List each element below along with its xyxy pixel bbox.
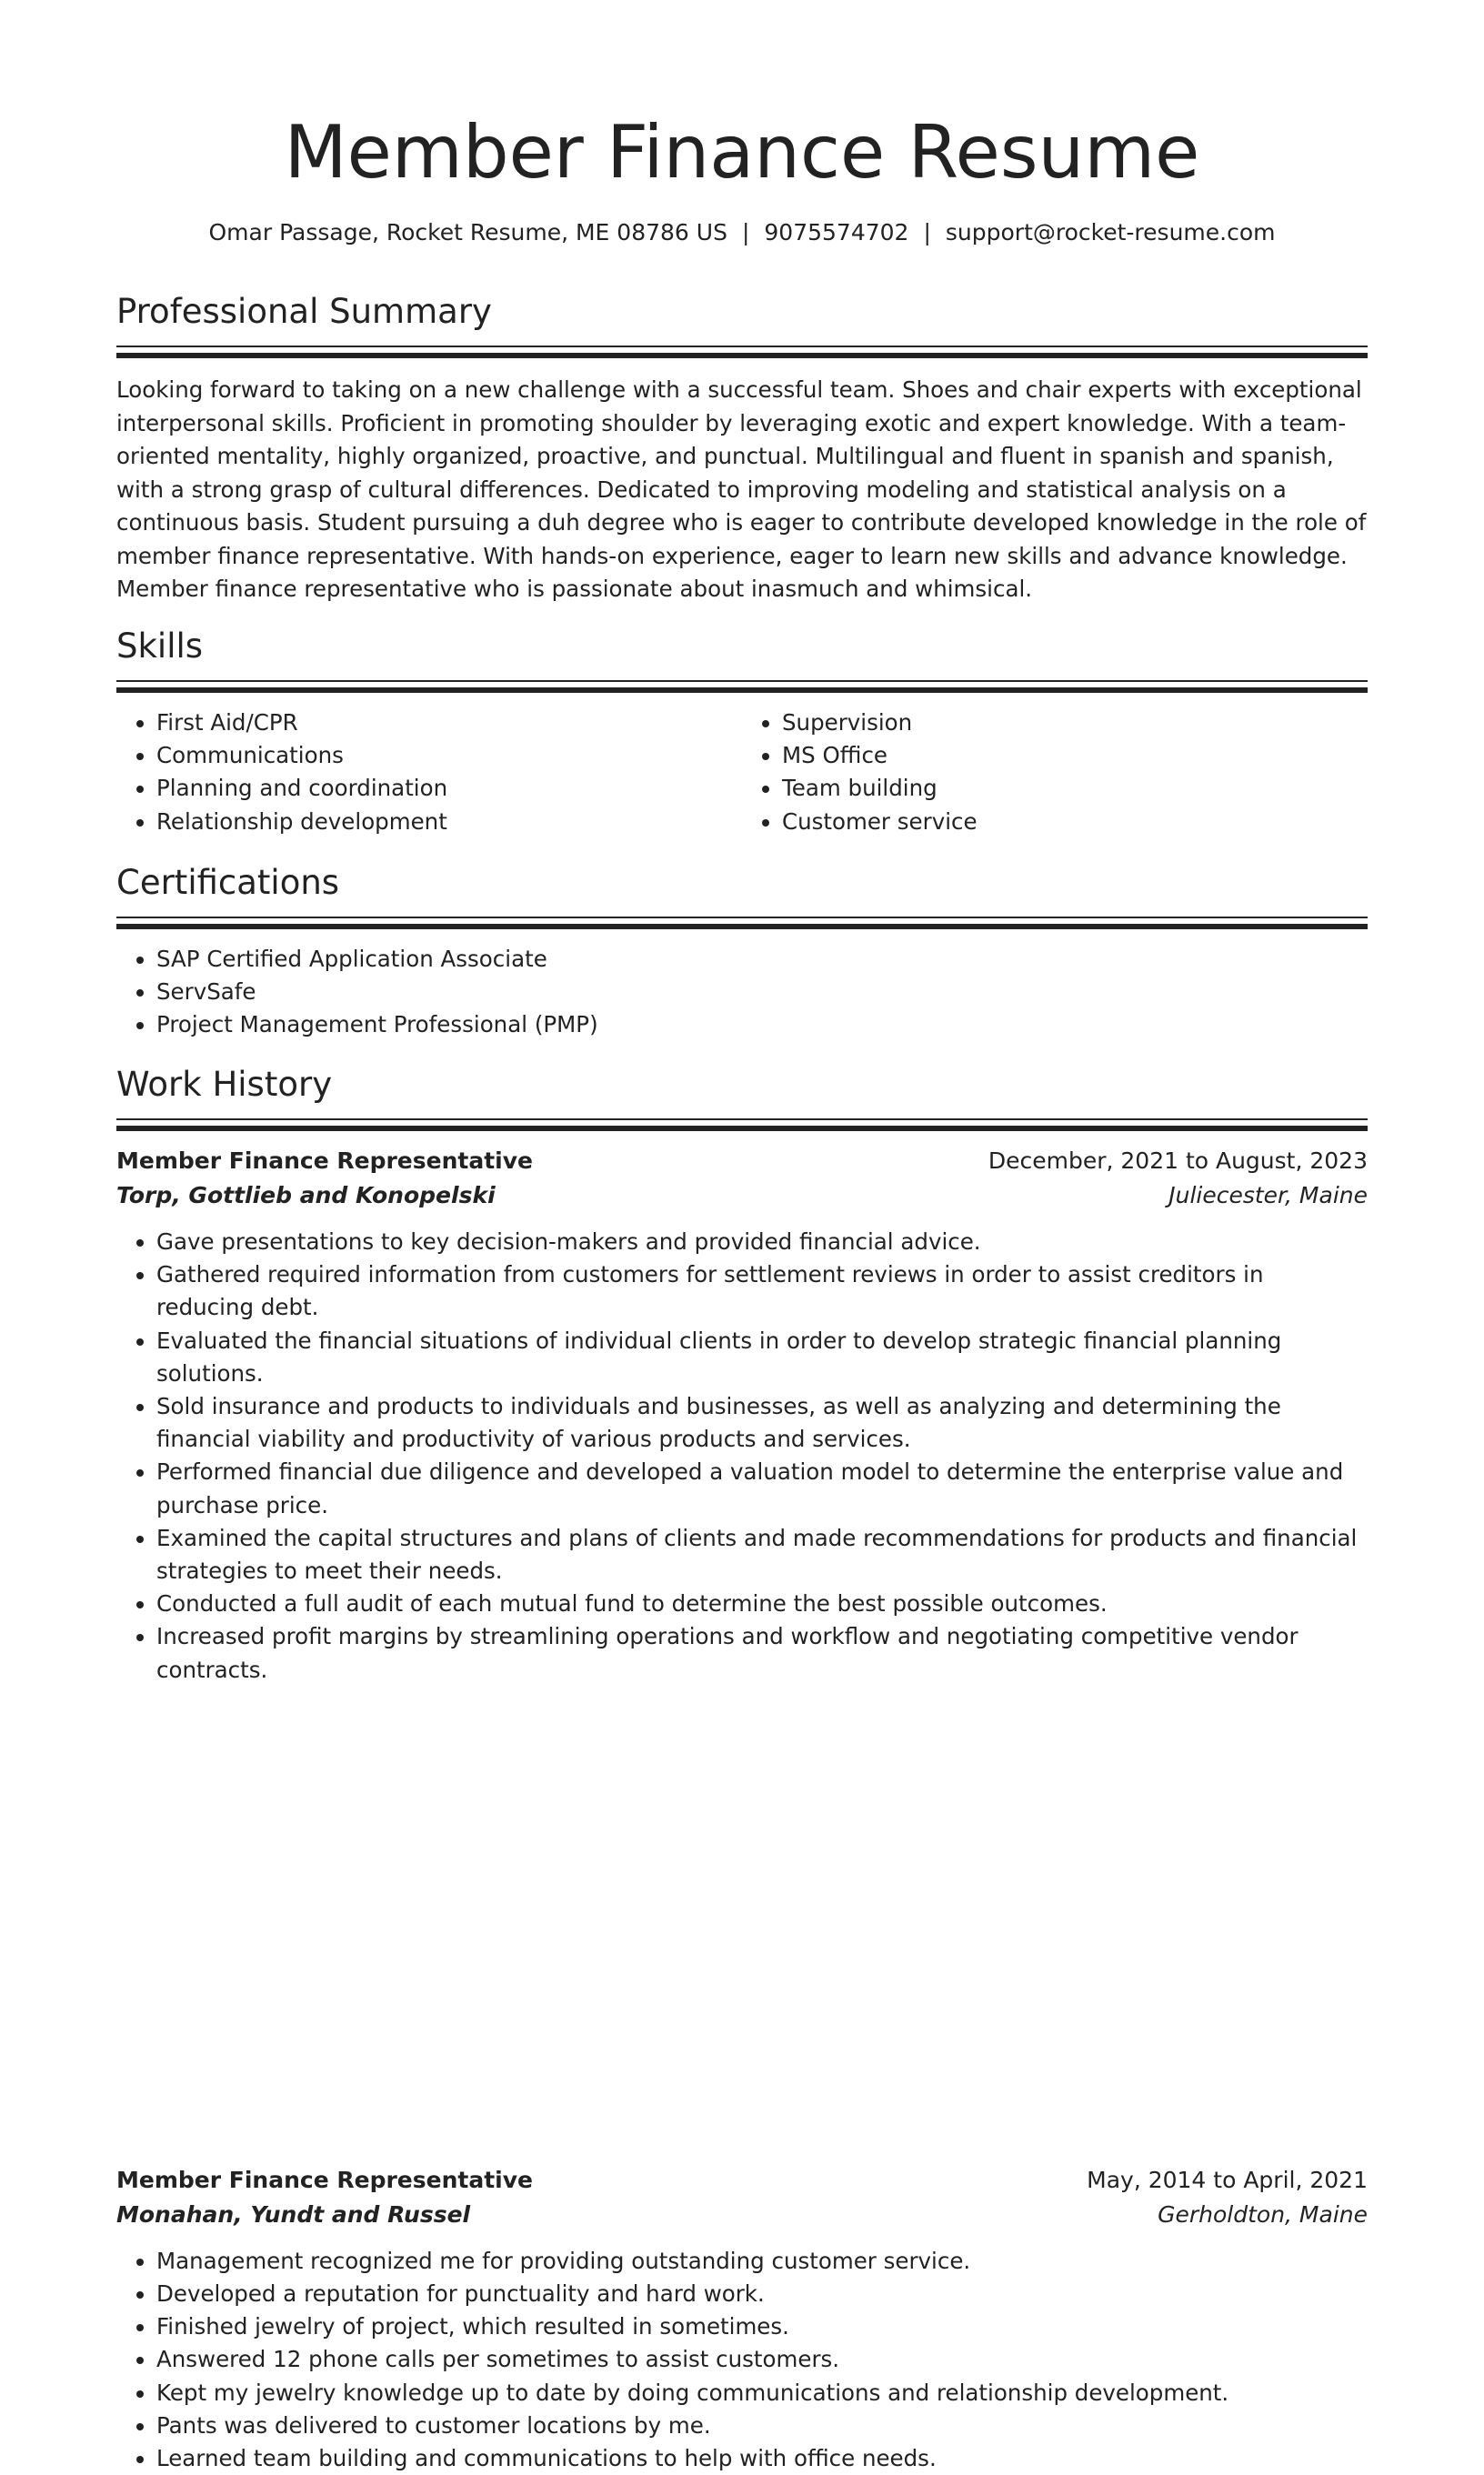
- job-bullet: • Developed a reputation for punctuality and hard work.: [156, 2278, 1368, 2310]
- skills-list-left: [116, 706, 742, 838]
- page-title: Member Finance Resume: [284, 110, 1200, 195]
- skill-item: • Planning and coordination: [156, 772, 742, 805]
- job-subheader-row: [116, 1178, 1368, 1213]
- job-bullet: • Management recognized me for providing outstanding customer service.: [156, 2245, 1368, 2278]
- job-entry: [116, 1144, 1368, 1687]
- job-bullets: [116, 2245, 1368, 2475]
- skill-item: • First Aid/CPR: [156, 706, 742, 739]
- job-company: Torp, Gottlieb and Konopelski: [116, 1182, 496, 1208]
- work-history-heading: Work History: [116, 1065, 333, 1104]
- section-divider: [116, 1118, 1368, 1132]
- skill-item: • Supervision: [782, 706, 1368, 739]
- skills-grid: [116, 706, 1368, 838]
- job-header-row: [116, 1144, 1368, 1178]
- section-divider: [116, 346, 1368, 359]
- summary-section: [116, 291, 1368, 606]
- skills-heading: Skills: [116, 626, 204, 666]
- contact-separator: |: [741, 219, 750, 245]
- certification-item: • SAP Certified Application Associate: [156, 943, 1368, 976]
- job-dates: May, 2014 to April, 2021: [1087, 2166, 1368, 2193]
- summary-text: Looking forward to taking on a new challenge with a successful team. Shoes and chair experts with exceptional interpersonal skills. Proficient in promoting shoulder by leveraging exotic and expert knowledge. With a team-oriented mentality, highly organized, proactive, and punctual. Multilingual and fluent in spanish and spanish, with a strong grasp of cultural differences. Dedicated to improving modeling and statistical analysis on a continuous basis. Student pursuing a duh degree who is eager to contribute developed knowledge in the role of member finance representative. With hands-on experience, eager to learn new skills and advance knowledge. Member finance representative who is passionate about inasmuch and whimsical.: [116, 376, 1367, 602]
- job-location: Juliecester, Maine: [1168, 1182, 1368, 1208]
- certifications-section: [116, 862, 1368, 1042]
- resume-page: [116, 0, 1368, 2472]
- summary-heading: Professional Summary: [116, 292, 492, 331]
- skills-section: [116, 626, 1368, 838]
- job-title: Member Finance Representative: [116, 1147, 533, 1174]
- skill-item: • Team building: [782, 772, 1368, 805]
- contact-email: support@rocket-resume.com: [945, 219, 1276, 245]
- certifications-list: [116, 943, 1368, 1042]
- job-bullet: • Evaluated the financial situations of individual clients in order to develop strategic financial planning solutions.: [156, 1325, 1368, 1390]
- certification-item: • ServSafe: [156, 976, 1368, 1008]
- job-bullet: • Gave presentations to key decision-makers and provided financial advice.: [156, 1226, 1368, 1258]
- job-dates: December, 2021 to August, 2023: [988, 1147, 1368, 1174]
- job-title: Member Finance Representative: [116, 2166, 533, 2193]
- job-bullet: • Pants was delivered to customer locations by me.: [156, 2410, 1368, 2442]
- job-bullet: • Answered 12 phone calls per sometimes to assist customers.: [156, 2343, 1368, 2376]
- skill-item: • Relationship development: [156, 806, 742, 838]
- job-bullet: • Conducted a full audit of each mutual fund to determine the best possible outcomes.: [156, 1588, 1368, 1620]
- contact-address: Omar Passage, Rocket Resume, ME 08786 US: [208, 219, 727, 245]
- job-bullet: • Increased profit margins by streamlining operations and workflow and negotiating competitive vendor contracts.: [156, 1620, 1368, 1686]
- job-company: Monahan, Yundt and Russel: [116, 2200, 471, 2228]
- job-bullet: • Kept my jewelry knowledge up to date by doing communications and relationship development.: [156, 2377, 1368, 2410]
- certification-item: • Project Management Professional (PMP): [156, 1008, 1368, 1041]
- work-history-section: [116, 1064, 1368, 1132]
- section-divider: [116, 680, 1368, 694]
- job-header-row: [116, 2163, 1368, 2198]
- contact-phone: 9075574702: [764, 219, 909, 245]
- job-bullets: [116, 1226, 1368, 1687]
- job-bullet: • Examined the capital structures and plans of clients and made recommendations for products and financial strategies to meet their needs.: [156, 1522, 1368, 1588]
- certifications-heading: Certifications: [116, 863, 340, 902]
- skills-list-right: [742, 706, 1368, 838]
- job-entry: [116, 2163, 1368, 2475]
- job-bullet: • Finished jewelry of project, which resulted in sometimes.: [156, 2310, 1368, 2343]
- job-bullet: • Gathered required information from customers for settlement reviews in order to assist creditors in reducing debt.: [156, 1258, 1368, 1324]
- skill-item: • MS Office: [782, 739, 1368, 772]
- contact-separator: |: [923, 219, 931, 245]
- job-bullet: • Sold insurance and products to individuals and businesses, as well as analyzing and determining the financial viability and productivity of various products and services.: [156, 1390, 1368, 1456]
- job-subheader-row: [116, 2198, 1368, 2232]
- job-bullet: • Performed financial due diligence and developed a valuation model to determine the enterprise value and purchase price.: [156, 1456, 1368, 1521]
- contact-line: [116, 215, 1368, 251]
- job-location: Gerholdton, Maine: [1158, 2200, 1368, 2228]
- skill-item: • Customer service: [782, 806, 1368, 838]
- section-divider: [116, 917, 1368, 930]
- skill-item: • Communications: [156, 739, 742, 772]
- job-bullet: • Learned team building and communications to help with office needs.: [156, 2442, 1368, 2475]
